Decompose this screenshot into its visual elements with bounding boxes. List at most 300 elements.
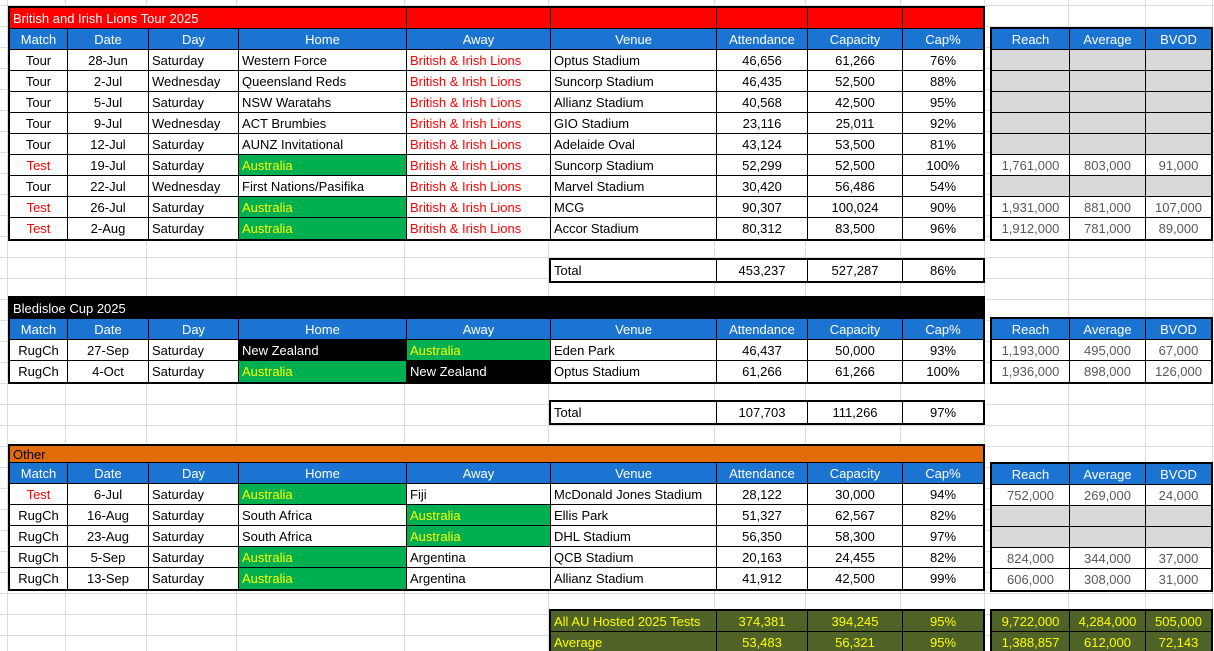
venue-cell[interactable]: Accor Stadium	[551, 218, 717, 239]
column-header-date[interactable]: Date	[68, 29, 149, 50]
cap-pct-cell[interactable]: 95%	[903, 92, 983, 113]
away-cell[interactable]: British & Irish Lions	[407, 176, 551, 197]
capacity-cell[interactable]: 61,266	[808, 50, 903, 71]
column-header-reach[interactable]: Reach	[992, 464, 1070, 485]
away-cell[interactable]: Australia	[407, 340, 551, 361]
attendance-cell[interactable]: 52,299	[717, 155, 808, 176]
attendance-cell[interactable]: 46,656	[717, 50, 808, 71]
cap-pct-cell[interactable]: 82%	[903, 547, 983, 568]
attendance-cell[interactable]: 51,327	[717, 505, 808, 526]
bvod-cell[interactable]: 126,000	[1146, 361, 1211, 382]
away-cell[interactable]: British & Irish Lions	[407, 155, 551, 176]
away-cell[interactable]: British & Irish Lions	[407, 92, 551, 113]
bledisloe-title[interactable]: Bledisloe Cup 2025	[10, 298, 983, 319]
table-row	[992, 361, 1211, 382]
attendance-cell[interactable]: 56,350	[717, 526, 808, 547]
match-cell[interactable]: RugCh	[10, 361, 68, 382]
home-cell[interactable]: Australia	[239, 155, 407, 176]
summary-capacity-cell[interactable]: 56,321	[808, 632, 903, 651]
reach-cell[interactable]	[992, 506, 1070, 527]
table-row	[992, 569, 1211, 590]
column-header-away[interactable]: Away	[407, 319, 551, 340]
bledisloe-media-table	[990, 317, 1213, 384]
away-cell[interactable]: British & Irish Lions	[407, 134, 551, 155]
venue-cell[interactable]: MCG	[551, 197, 717, 218]
venue-cell[interactable]: DHL Stadium	[551, 526, 717, 547]
table-row	[10, 197, 983, 218]
table-row	[10, 340, 983, 361]
summary-reach-cell[interactable]: 9,722,000	[992, 611, 1070, 632]
date-cell[interactable]: 27-Sep	[68, 340, 149, 361]
away-cell[interactable]: British & Irish Lions	[407, 218, 551, 239]
summary-media-row-average	[992, 632, 1211, 651]
away-cell[interactable]: Argentina	[407, 547, 551, 568]
table-row	[992, 92, 1211, 113]
venue-cell[interactable]: Allianz Stadium	[551, 92, 717, 113]
bvod-cell[interactable]: 91,000	[1146, 155, 1211, 176]
day-cell[interactable]: Saturday	[149, 568, 239, 589]
column-header-cap-pct[interactable]: Cap%	[903, 319, 983, 340]
date-cell[interactable]: 23-Aug	[68, 526, 149, 547]
home-cell[interactable]: Australia	[239, 361, 407, 382]
reach-cell[interactable]	[992, 71, 1070, 92]
home-cell[interactable]: New Zealand	[239, 340, 407, 361]
bvod-cell[interactable]: 31,000	[1146, 569, 1211, 590]
reach-cell[interactable]	[992, 113, 1070, 134]
match-cell[interactable]: Tour	[10, 113, 68, 134]
reach-cell[interactable]: 824,000	[992, 548, 1070, 569]
capacity-cell[interactable]: 42,500	[808, 568, 903, 589]
date-cell[interactable]: 4-Oct	[68, 361, 149, 382]
match-cell[interactable]: RugCh	[10, 505, 68, 526]
average-cell[interactable]	[1070, 506, 1146, 527]
home-cell[interactable]: Australia	[239, 218, 407, 239]
other-rows	[10, 484, 983, 589]
total-cap-pct-cell[interactable]: 97%	[903, 402, 983, 423]
summary-row-average	[551, 632, 983, 651]
venue-cell[interactable]: Optus Stadium	[551, 361, 717, 382]
total-label-cell[interactable]: Total	[551, 260, 717, 281]
away-cell[interactable]: British & Irish Lions	[407, 50, 551, 71]
other-media-header-row	[992, 464, 1211, 485]
day-cell[interactable]: Saturday	[149, 340, 239, 361]
average-cell[interactable]	[1070, 92, 1146, 113]
column-header-reach[interactable]: Reach	[992, 29, 1070, 50]
summary-capacity-cell[interactable]: 394,245	[808, 611, 903, 632]
match-cell[interactable]: Tour	[10, 92, 68, 113]
attendance-cell[interactable]: 20,163	[717, 547, 808, 568]
bvod-cell[interactable]	[1146, 527, 1211, 548]
reach-cell[interactable]: 752,000	[992, 485, 1070, 506]
table-row	[10, 547, 983, 568]
average-cell[interactable]	[1070, 527, 1146, 548]
reach-cell[interactable]: 1,931,000	[992, 197, 1070, 218]
bledisloe-title-band	[10, 298, 983, 319]
reach-cell[interactable]: 1,936,000	[992, 361, 1070, 382]
reach-cell[interactable]	[992, 176, 1070, 197]
lions-media-header-row	[992, 29, 1211, 50]
summary-media-table	[990, 609, 1213, 651]
summary-attendance-cell[interactable]: 53,483	[717, 632, 808, 651]
date-cell[interactable]: 16-Aug	[68, 505, 149, 526]
lions-header-row	[10, 29, 983, 50]
bvod-cell[interactable]: 37,000	[1146, 548, 1211, 569]
column-header-match[interactable]: Match	[10, 463, 68, 484]
away-cell[interactable]: Argentina	[407, 568, 551, 589]
column-header-capacity[interactable]: Capacity	[808, 29, 903, 50]
cap-pct-cell[interactable]: 88%	[903, 71, 983, 92]
attendance-cell[interactable]: 43,124	[717, 134, 808, 155]
date-cell[interactable]: 22-Jul	[68, 176, 149, 197]
lions-table	[8, 6, 985, 241]
other-table	[8, 444, 985, 591]
capacity-cell[interactable]: 62,567	[808, 505, 903, 526]
summary-cap-pct-cell[interactable]: 95%	[903, 611, 983, 632]
total-attendance-cell[interactable]: 107,703	[717, 402, 808, 423]
capacity-cell[interactable]: 30,000	[808, 484, 903, 505]
table-row	[992, 548, 1211, 569]
bvod-cell[interactable]: 89,000	[1146, 218, 1211, 239]
bvod-cell[interactable]	[1146, 176, 1211, 197]
bledisloe-total-row	[551, 402, 983, 423]
cap-pct-cell[interactable]: 81%	[903, 134, 983, 155]
match-cell[interactable]: Test	[10, 197, 68, 218]
match-cell[interactable]: Test	[10, 155, 68, 176]
venue-cell[interactable]: Eden Park	[551, 340, 717, 361]
average-cell[interactable]	[1070, 134, 1146, 155]
day-cell[interactable]: Saturday	[149, 218, 239, 239]
summary-reach-cell[interactable]: 1,388,857	[992, 632, 1070, 651]
venue-cell[interactable]: McDonald Jones Stadium	[551, 484, 717, 505]
lions-total-row	[551, 260, 983, 281]
capacity-cell[interactable]: 100,024	[808, 197, 903, 218]
column-header-average[interactable]: Average	[1070, 29, 1146, 50]
match-cell[interactable]: Tour	[10, 71, 68, 92]
column-header-day[interactable]: Day	[149, 319, 239, 340]
away-cell[interactable]: British & Irish Lions	[407, 71, 551, 92]
bvod-cell[interactable]	[1146, 506, 1211, 527]
match-cell[interactable]: Test	[10, 218, 68, 239]
cap-pct-cell[interactable]: 96%	[903, 218, 983, 239]
capacity-cell[interactable]: 83,500	[808, 218, 903, 239]
band-segment[interactable]	[551, 8, 717, 29]
table-row	[992, 155, 1211, 176]
venue-cell[interactable]: Suncorp Stadium	[551, 71, 717, 92]
band-segment[interactable]	[903, 8, 983, 29]
summary-table	[549, 609, 985, 651]
away-cell[interactable]: British & Irish Lions	[407, 197, 551, 218]
column-header-average[interactable]: Average	[1070, 319, 1146, 340]
table-row	[10, 568, 983, 589]
venue-cell[interactable]: Suncorp Stadium	[551, 155, 717, 176]
bledisloe-header-row	[10, 319, 983, 340]
column-header-home[interactable]: Home	[239, 319, 407, 340]
attendance-cell[interactable]: 90,307	[717, 197, 808, 218]
day-cell[interactable]: Saturday	[149, 155, 239, 176]
average-cell[interactable]	[1070, 176, 1146, 197]
match-cell[interactable]: RugCh	[10, 526, 68, 547]
column-header-home[interactable]: Home	[239, 29, 407, 50]
table-row	[10, 71, 983, 92]
match-cell[interactable]: Tour	[10, 50, 68, 71]
match-cell[interactable]: RugCh	[10, 340, 68, 361]
table-row	[10, 361, 983, 382]
attendance-cell[interactable]: 23,116	[717, 113, 808, 134]
bvod-cell[interactable]: 107,000	[1146, 197, 1211, 218]
attendance-cell[interactable]: 28,122	[717, 484, 808, 505]
summary-attendance-cell[interactable]: 374,381	[717, 611, 808, 632]
table-row	[10, 92, 983, 113]
bledisloe-media-header-row	[992, 319, 1211, 340]
total-attendance-cell[interactable]: 453,237	[717, 260, 808, 281]
bvod-cell[interactable]	[1146, 50, 1211, 71]
other-title[interactable]: Other	[10, 446, 983, 463]
date-cell[interactable]: 12-Jul	[68, 134, 149, 155]
date-cell[interactable]: 2-Aug	[68, 218, 149, 239]
table-row	[10, 505, 983, 526]
venue-cell[interactable]: Optus Stadium	[551, 50, 717, 71]
column-header-date[interactable]: Date	[68, 319, 149, 340]
reach-cell[interactable]: 606,000	[992, 569, 1070, 590]
home-cell[interactable]: Australia	[239, 484, 407, 505]
bvod-cell[interactable]	[1146, 71, 1211, 92]
column-header-home[interactable]: Home	[239, 463, 407, 484]
column-header-date[interactable]: Date	[68, 463, 149, 484]
band-segment[interactable]	[808, 8, 903, 29]
average-cell[interactable]	[1070, 71, 1146, 92]
column-header-cap-pct[interactable]: Cap%	[903, 463, 983, 484]
column-header-bvod[interactable]: BVOD	[1146, 319, 1211, 340]
average-cell[interactable]: 269,000	[1070, 485, 1146, 506]
capacity-cell[interactable]: 56,486	[808, 176, 903, 197]
home-cell[interactable]: NSW Waratahs	[239, 92, 407, 113]
venue-cell[interactable]: Ellis Park	[551, 505, 717, 526]
capacity-cell[interactable]: 58,300	[808, 526, 903, 547]
summary-bvod-cell[interactable]: 72,143	[1146, 632, 1211, 651]
cap-pct-cell[interactable]: 90%	[903, 197, 983, 218]
day-cell[interactable]: Wednesday	[149, 176, 239, 197]
table-row	[992, 113, 1211, 134]
summary-average-cell[interactable]: 4,284,000	[1070, 611, 1146, 632]
venue-cell[interactable]: Marvel Stadium	[551, 176, 717, 197]
reach-cell[interactable]: 1,193,000	[992, 340, 1070, 361]
reach-cell[interactable]: 1,761,000	[992, 155, 1070, 176]
cap-pct-cell[interactable]: 76%	[903, 50, 983, 71]
average-cell[interactable]: 803,000	[1070, 155, 1146, 176]
average-cell[interactable]: 781,000	[1070, 218, 1146, 239]
day-cell[interactable]: Saturday	[149, 526, 239, 547]
match-cell[interactable]: Tour	[10, 176, 68, 197]
home-cell[interactable]: Australia	[239, 197, 407, 218]
attendance-cell[interactable]: 40,568	[717, 92, 808, 113]
home-cell[interactable]: South Africa	[239, 505, 407, 526]
home-cell[interactable]: AUNZ Invitational	[239, 134, 407, 155]
band-segment[interactable]	[717, 8, 808, 29]
column-header-match[interactable]: Match	[10, 319, 68, 340]
average-cell[interactable]: 308,000	[1070, 569, 1146, 590]
attendance-cell[interactable]: 80,312	[717, 218, 808, 239]
summary-media-row-tests	[992, 611, 1211, 632]
attendance-cell[interactable]: 46,437	[717, 340, 808, 361]
bledisloe-rows	[10, 340, 983, 382]
day-cell[interactable]: Saturday	[149, 92, 239, 113]
reach-cell[interactable]	[992, 50, 1070, 71]
column-header-average[interactable]: Average	[1070, 464, 1146, 485]
table-row	[10, 113, 983, 134]
venue-cell[interactable]: Allianz Stadium	[551, 568, 717, 589]
date-cell[interactable]: 26-Jul	[68, 197, 149, 218]
match-cell[interactable]: Tour	[10, 134, 68, 155]
day-cell[interactable]: Saturday	[149, 361, 239, 382]
column-header-venue[interactable]: Venue	[551, 319, 717, 340]
total-cap-pct-cell[interactable]: 86%	[903, 260, 983, 281]
home-cell[interactable]: Australia	[239, 547, 407, 568]
column-header-day[interactable]: Day	[149, 29, 239, 50]
capacity-cell[interactable]: 25,011	[808, 113, 903, 134]
attendance-cell[interactable]: 46,435	[717, 71, 808, 92]
home-cell[interactable]: Queensland Reds	[239, 71, 407, 92]
column-header-attendance[interactable]: Attendance	[717, 463, 808, 484]
capacity-cell[interactable]: 50,000	[808, 340, 903, 361]
day-cell[interactable]: Saturday	[149, 505, 239, 526]
total-capacity-cell[interactable]: 527,287	[808, 260, 903, 281]
match-cell[interactable]: RugCh	[10, 568, 68, 589]
capacity-cell[interactable]: 52,500	[808, 71, 903, 92]
average-cell[interactable]: 898,000	[1070, 361, 1146, 382]
attendance-cell[interactable]: 30,420	[717, 176, 808, 197]
table-row	[10, 526, 983, 547]
attendance-cell[interactable]: 61,266	[717, 361, 808, 382]
lions-title[interactable]: British and Irish Lions Tour 2025	[10, 8, 407, 29]
venue-cell[interactable]: Adelaide Oval	[551, 134, 717, 155]
day-cell[interactable]: Wednesday	[149, 113, 239, 134]
column-header-venue[interactable]: Venue	[551, 29, 717, 50]
bvod-cell[interactable]	[1146, 92, 1211, 113]
lions-media-rows	[992, 50, 1211, 239]
capacity-cell[interactable]: 52,500	[808, 155, 903, 176]
away-cell[interactable]: Australia	[407, 505, 551, 526]
column-header-attendance[interactable]: Attendance	[717, 29, 808, 50]
column-header-away[interactable]: Away	[407, 29, 551, 50]
reach-cell[interactable]	[992, 527, 1070, 548]
day-cell[interactable]: Saturday	[149, 50, 239, 71]
home-cell[interactable]: South Africa	[239, 526, 407, 547]
bvod-cell[interactable]	[1146, 113, 1211, 134]
date-cell[interactable]: 5-Sep	[68, 547, 149, 568]
column-header-attendance[interactable]: Attendance	[717, 319, 808, 340]
home-cell[interactable]: Australia	[239, 568, 407, 589]
date-cell[interactable]: 28-Jun	[68, 50, 149, 71]
cap-pct-cell[interactable]: 94%	[903, 484, 983, 505]
table-row	[992, 506, 1211, 527]
home-cell[interactable]: First Nations/Pasifika	[239, 176, 407, 197]
table-row	[10, 134, 983, 155]
summary-label-cell[interactable]: All AU Hosted 2025 Tests	[551, 611, 717, 632]
cap-pct-cell[interactable]: 92%	[903, 113, 983, 134]
date-cell[interactable]: 19-Jul	[68, 155, 149, 176]
column-header-bvod[interactable]: BVOD	[1146, 464, 1211, 485]
summary-row-tests	[551, 611, 983, 632]
bvod-cell[interactable]: 24,000	[1146, 485, 1211, 506]
cap-pct-cell[interactable]: 99%	[903, 568, 983, 589]
table-row	[992, 134, 1211, 155]
column-header-day[interactable]: Day	[149, 463, 239, 484]
total-label-cell[interactable]: Total	[551, 402, 717, 423]
average-cell[interactable]: 495,000	[1070, 340, 1146, 361]
column-header-away[interactable]: Away	[407, 463, 551, 484]
cap-pct-cell[interactable]: 100%	[903, 155, 983, 176]
column-header-capacity[interactable]: Capacity	[808, 319, 903, 340]
date-cell[interactable]: 2-Jul	[68, 71, 149, 92]
capacity-cell[interactable]: 53,500	[808, 134, 903, 155]
day-cell[interactable]: Saturday	[149, 134, 239, 155]
table-row	[992, 485, 1211, 506]
column-header-cap-pct[interactable]: Cap%	[903, 29, 983, 50]
summary-average-cell[interactable]: 612,000	[1070, 632, 1146, 651]
capacity-cell[interactable]: 61,266	[808, 361, 903, 382]
day-cell[interactable]: Saturday	[149, 547, 239, 568]
bvod-cell[interactable]	[1146, 134, 1211, 155]
bvod-cell[interactable]: 67,000	[1146, 340, 1211, 361]
band-segment[interactable]	[407, 8, 551, 29]
day-cell[interactable]: Wednesday	[149, 71, 239, 92]
capacity-cell[interactable]: 42,500	[808, 92, 903, 113]
average-cell[interactable]: 344,000	[1070, 548, 1146, 569]
other-title-band	[10, 446, 983, 463]
cap-pct-cell[interactable]: 97%	[903, 526, 983, 547]
away-cell[interactable]: Fiji	[407, 484, 551, 505]
venue-cell[interactable]: GIO Stadium	[551, 113, 717, 134]
away-cell[interactable]: Australia	[407, 526, 551, 547]
total-capacity-cell[interactable]: 111,266	[808, 402, 903, 423]
column-header-bvod[interactable]: BVOD	[1146, 29, 1211, 50]
average-cell[interactable]: 881,000	[1070, 197, 1146, 218]
cap-pct-cell[interactable]: 54%	[903, 176, 983, 197]
reach-cell[interactable]: 1,912,000	[992, 218, 1070, 239]
column-header-venue[interactable]: Venue	[551, 463, 717, 484]
summary-bvod-cell[interactable]: 505,000	[1146, 611, 1211, 632]
date-cell[interactable]: 9-Jul	[68, 113, 149, 134]
home-cell[interactable]: Western Force	[239, 50, 407, 71]
cap-pct-cell[interactable]: 100%	[903, 361, 983, 382]
capacity-cell[interactable]: 24,455	[808, 547, 903, 568]
date-cell[interactable]: 5-Jul	[68, 92, 149, 113]
table-row	[10, 50, 983, 71]
day-cell[interactable]: Saturday	[149, 484, 239, 505]
summary-cap-pct-cell[interactable]: 95%	[903, 632, 983, 651]
average-cell[interactable]	[1070, 50, 1146, 71]
reach-cell[interactable]	[992, 92, 1070, 113]
attendance-cell[interactable]: 41,912	[717, 568, 808, 589]
column-header-capacity[interactable]: Capacity	[808, 463, 903, 484]
summary-label-cell[interactable]: Average	[551, 632, 717, 651]
venue-cell[interactable]: QCB Stadium	[551, 547, 717, 568]
away-cell[interactable]: British & Irish Lions	[407, 113, 551, 134]
day-cell[interactable]: Saturday	[149, 197, 239, 218]
date-cell[interactable]: 13-Sep	[68, 568, 149, 589]
home-cell[interactable]: ACT Brumbies	[239, 113, 407, 134]
match-cell[interactable]: RugCh	[10, 547, 68, 568]
cap-pct-cell[interactable]: 93%	[903, 340, 983, 361]
column-header-reach[interactable]: Reach	[992, 319, 1070, 340]
reach-cell[interactable]	[992, 134, 1070, 155]
match-cell[interactable]: Test	[10, 484, 68, 505]
column-header-match[interactable]: Match	[10, 29, 68, 50]
date-cell[interactable]: 6-Jul	[68, 484, 149, 505]
away-cell[interactable]: New Zealand	[407, 361, 551, 382]
average-cell[interactable]	[1070, 113, 1146, 134]
cap-pct-cell[interactable]: 82%	[903, 505, 983, 526]
